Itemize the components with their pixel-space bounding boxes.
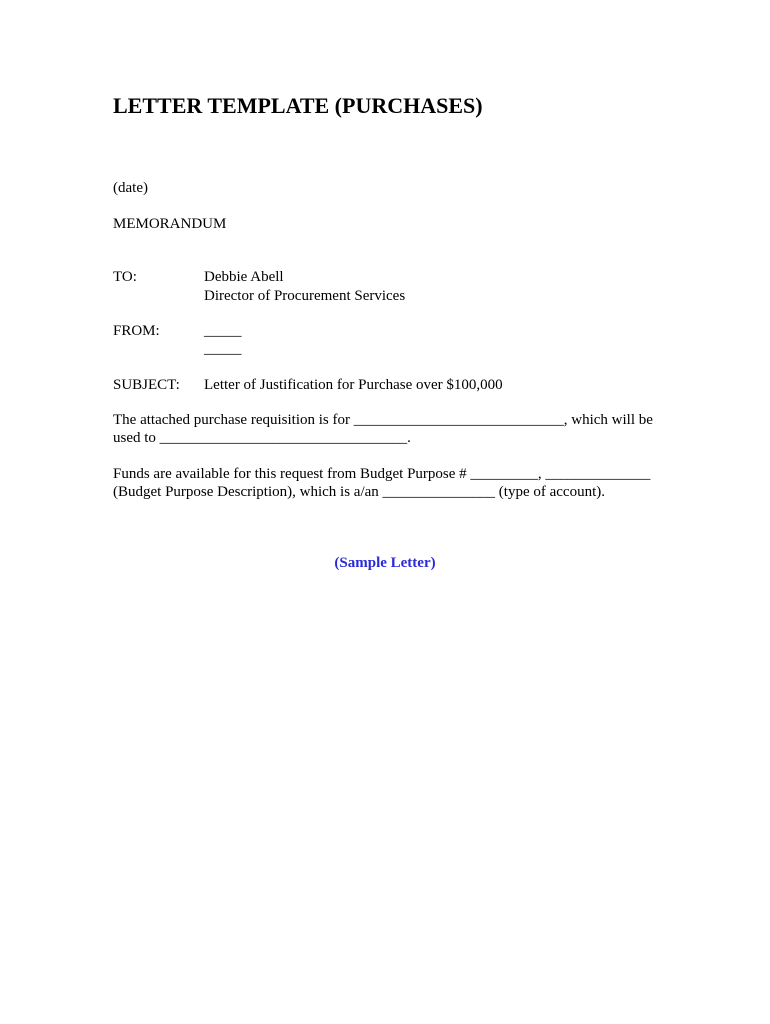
to-name: Debbie Abell (204, 269, 284, 285)
memo-heading: MEMORANDUM (113, 216, 227, 232)
subject-text: Letter of Justification for Purchase over $100,000 (204, 377, 503, 393)
from-blank-2: _____ (204, 341, 242, 357)
paragraph-2-line-1: Funds are available for this request from Budget Purpose # _________, ______________ (113, 466, 651, 482)
from-label: FROM: (113, 323, 160, 339)
sample-letter-label: (Sample Letter) (334, 555, 436, 571)
document-title: LETTER TEMPLATE (PURCHASES) (113, 93, 483, 118)
paragraph-2-line-2: (Budget Purpose Description), which is a/an _______________ (type of account). (113, 484, 605, 500)
paragraph-1-line-1: The attached purchase requisition is for ____________________________, which will be (113, 412, 653, 428)
to-position: Director of Procurement Services (204, 288, 406, 304)
subject-label: SUBJECT: (113, 377, 180, 393)
from-blank-1: _____ (204, 323, 242, 339)
date-placeholder: (date) (113, 180, 148, 196)
paragraph-1-line-2: used to _________________________________. (113, 430, 411, 446)
to-label: TO: (113, 269, 137, 285)
